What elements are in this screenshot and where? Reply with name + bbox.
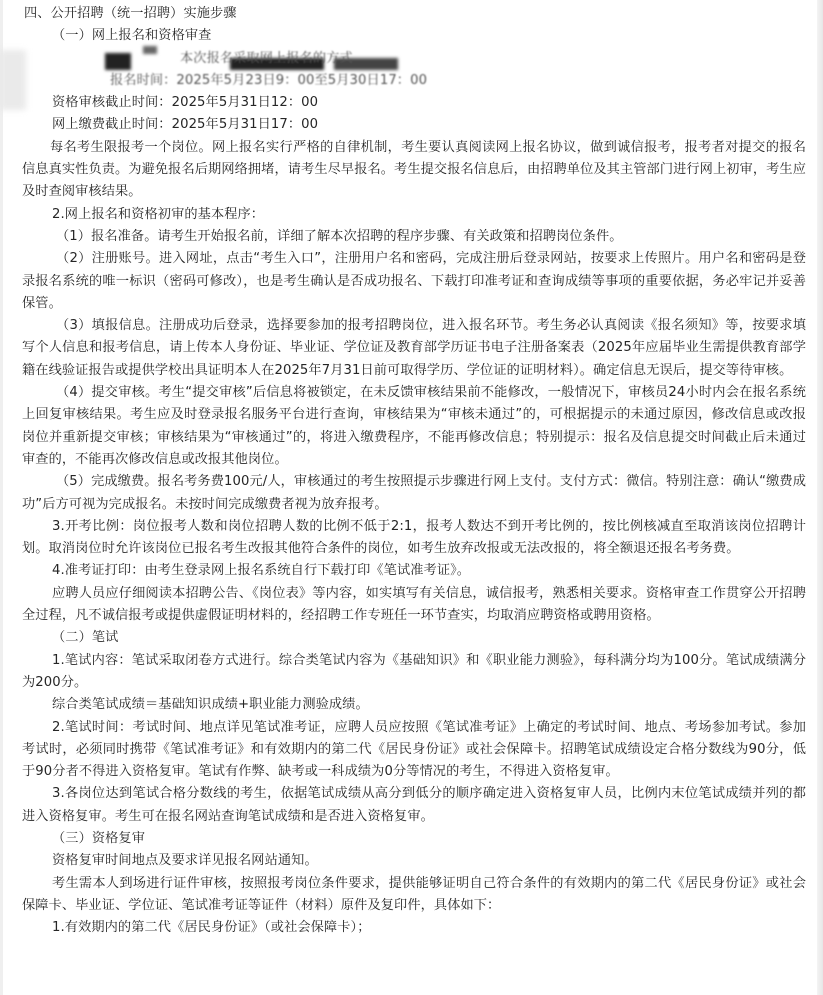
exam-score-formula: 综合类笔试成绩＝基础知识成绩+职业能力测验成绩。 xyxy=(52,697,369,713)
subsection-title-qualification-review: （三）资格复审 xyxy=(52,830,146,846)
blurred-text: 本次报名采取网上报名的方式 xyxy=(180,50,353,66)
document-item-1: 1.有效期内的第二代《居民身份证》（或社会保障卡）； xyxy=(52,920,371,936)
redacted-line-registration-method xyxy=(22,48,806,70)
exam-time: 2.笔试时间：考试时间、地点详见笔试准考证，应聘人员应按照《笔试准考证》上确定的考试时间、地点、考场参加考试。参加考试时，必须同时携带《笔试准考证》和有效期内的第二代《居民身份证》或社会保障卡。招聘笔试成绩设定合格分数线为90分，低于90分者不得进入资格复审。笔试有作弊、缺考或一科成绩为0分等情况的考生，不得进入资格复审。 xyxy=(22,719,806,780)
review-deadline: 资格审核截止时间：2025年5月31日12：00 xyxy=(52,95,319,111)
step-5-payment: （5）完成缴费。报名考务费100元/人，审核通过的考生按照提示步骤进行网上支付。支付方式：微信。特别注意：确认“缴费成功”后方可视为完成报名。未按时间完成缴费者视为放弃报考。 xyxy=(22,474,806,512)
admission-ticket: 4.准考证打印：由考生登录网上报名系统自行下载打印《笔试准考证》。 xyxy=(52,563,471,579)
exam-ratio: 3.开考比例：岗位报考人数和岗位招聘人数的比例不低于2:1，报考人数达不到开考比例的，按比例核减直至取消该岗位招聘计划。取消岗位时允许该岗位已报名考生改报其他符合条件的岗位，如考生放弃改报或无法改报的，将全额退还报名考务费。 xyxy=(22,518,806,557)
registration-time xyxy=(22,70,806,92)
review-notice: 资格复审时间地点及要求详见报名网站通知。 xyxy=(52,853,318,869)
step-4-submit-review: （4）提交审核。考生“提交审核”后信息将被锁定，在未反馈审核结果前不能修改，一般情况下，审核员24小时内会在报名系统上回复审核结果。考生应及时登录报名服务平台进行查询，审核结果为“审核未通过”的，可根据提示的未通过原因，修改信息或改报岗位并重新提交审核；审核结果为“审核通过”的，将进入缴费程序，不能再修改信息；特别提示：报名及信息提交时间截止后未通过审查的，不能再次修改信息或改报其他岗位。 xyxy=(22,385,806,467)
exam-content: 1.笔试内容：笔试采取闭卷方式进行。综合类笔试内容为《基础知识》和《职业能力测验》，每科满分均为100分。笔试成绩满分为200分。 xyxy=(22,652,806,690)
step-3-fill-info: （3）填报信息。注册成功后登录，选择要参加的报考招聘岗位，进入报名环节。考生务必认真阅读《报名须知》等，按要求填写个人信息和报考信息，请上传本人身份证、毕业证、学位证及教育部学历证书电子注册备案表（2025年应届毕业生需提供教育部学籍在线验证报告或提供学校出具证明本人在2025年7月31日前可取得学历、学位证的证明材料）。确定信息无误后，提交等待审核。 xyxy=(22,318,806,378)
document-body xyxy=(22,3,806,939)
subsection-title-online-registration: （一）网上报名和资格审查 xyxy=(52,28,212,44)
subsection-title-written-exam: （二）笔试 xyxy=(52,630,119,646)
paragraph-one-post-limit: 每名考生限报考一个岗位。网上报名实行严格的自律机制，考生要认真阅读网上报名协议，做到诚信报考，报考者对提交的报名信息真实性负责。为避免报名后期网络拥堵，请考生尽早报名。考生提交报名信息后，由招聘单位及其主管部门进行网上初审，考生应及时查阅审核结果。 xyxy=(22,139,806,200)
page-right-edge xyxy=(817,0,823,995)
step-2-register-account: （2）注册账号。进入网址，点击“考生入口”，注册用户名和密码，完成注册后登录网站，按要求上传照片。用户名和密码是登录报名系统的唯一标识（密码可修改），也是考生确认是否成功报名、下载打印准考证和查询成绩等事项的重要依据，务必牢记并妥善保管。 xyxy=(22,251,806,311)
review-documents: 考生需本人到场进行证件审核，按照报考岗位条件要求，提供能够证明自己符合条件的有效期内的第二代《居民身份证》或社会保障卡、毕业证、学位证、笔试准考证等证件（材料）原件及复印件，具体如下： xyxy=(22,875,806,913)
section-heading: 四、公开招聘（统一招聘）实施步骤 xyxy=(24,6,237,21)
payment-deadline: 网上缴费截止时间：2025年5月31日17：00 xyxy=(52,117,319,133)
registration-time-text: 报名时间：2025年5月23日9：00至5月30日17：00 xyxy=(110,72,428,88)
integrity-notice: 应聘人员应仔细阅读本招聘公告、《岗位表》等内容，如实填写有关信息，诚信报考，熟悉相关要求。资格审查工作贯穿公开招聘全过程，凡不诚信报考或提供虚假证明材料的，经招聘工作专班任一环节查实，均取消应聘资格或聘用资格。 xyxy=(22,585,806,624)
exam-ranking: 3.各岗位达到笔试合格分数线的考生，依据笔试成绩从高分到低分的顺序确定进入资格复审人员，比例内末位笔试成绩并列的都进入资格复审。考生可在报名网站查询笔试成绩和是否进入资格复审。 xyxy=(22,786,806,824)
page-left-edge xyxy=(0,0,3,995)
procedure-title: 2.网上报名和资格初审的基本程序： xyxy=(52,206,265,222)
step-1-preparation: （1）报名准备。请考生开始报名前，详细了解本次招聘的程序步骤、有关政策和招聘岗位条件。 xyxy=(56,228,623,244)
